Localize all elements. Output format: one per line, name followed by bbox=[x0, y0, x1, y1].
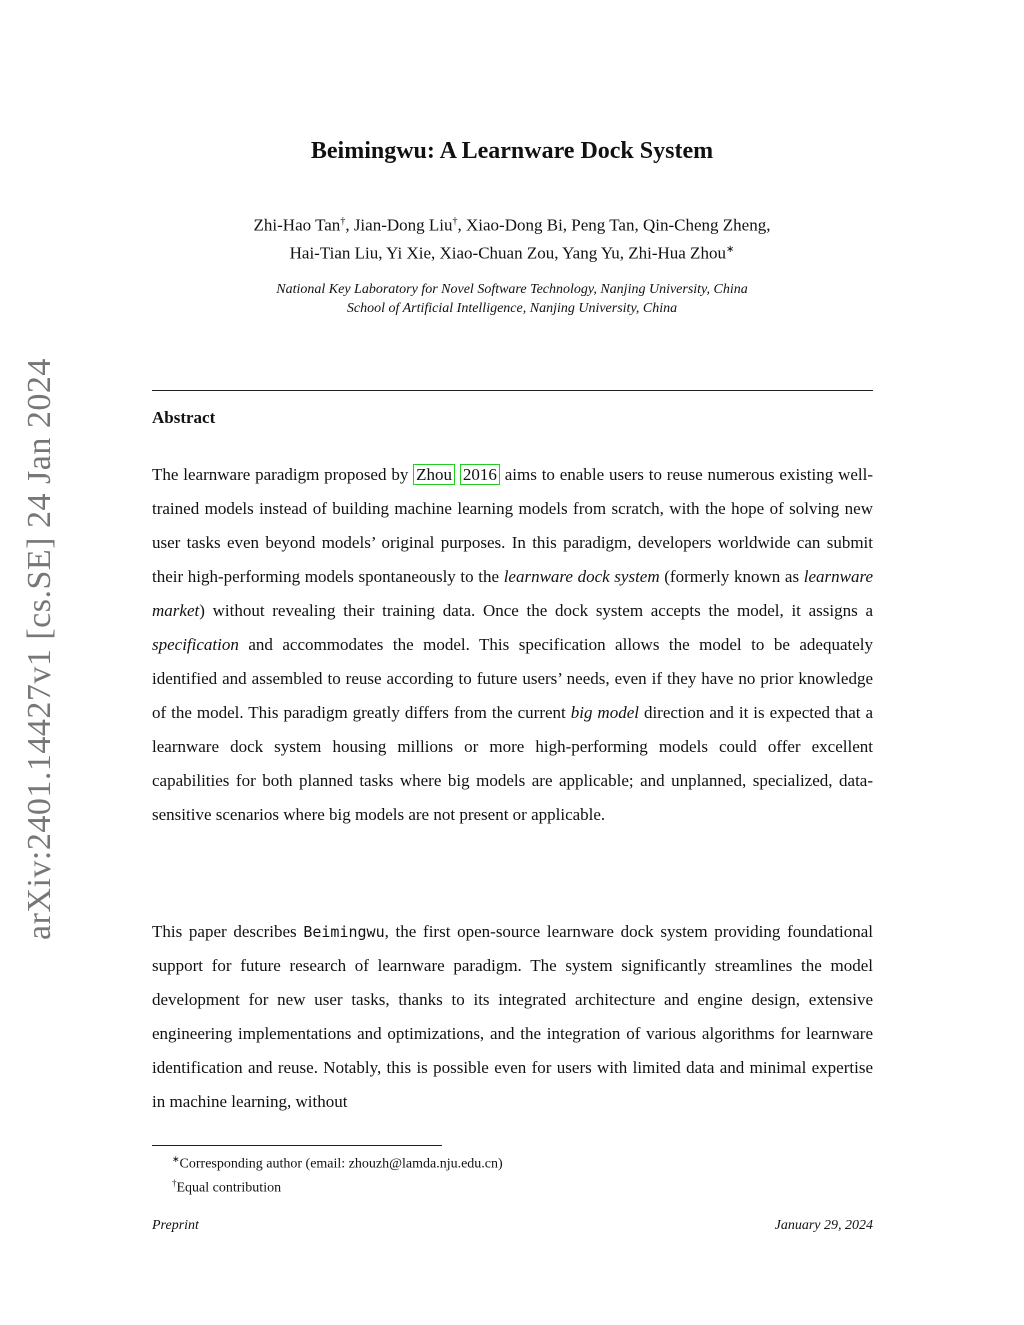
text-run: The learnware paradigm proposed by bbox=[152, 465, 414, 484]
abstract-rule bbox=[152, 390, 873, 391]
emphasis: learnware market bbox=[152, 567, 873, 620]
emphasis: learnware dock system bbox=[503, 567, 660, 586]
author-names: Hai-Tian Liu, Yi Xie, Xiao-Chuan Zou, Yang Yu, Zhi-Hua Zhou bbox=[289, 243, 726, 263]
text-run: ) without revealing their training data. Once the dock system accepts the model, it assigns a bbox=[199, 601, 873, 620]
citation-year-link[interactable]: 2016 bbox=[460, 464, 500, 485]
text-run: , the first open-source learnware dock system providing foundational support for future research of learnware paradigm. The system significantly streamlines the model development for new user tasks, thanks to its integrated architecture and engine design, extensive engineering implementations and optimizations, and the integration of various algorithms for learnware identification and reuse. Notably, this is possible even for users with limited data and minimal expertise in machine learning, without bbox=[152, 922, 873, 1111]
footer-date: January 29, 2024 bbox=[774, 1218, 873, 1233]
emphasis: specification bbox=[152, 635, 239, 654]
footnote-mark: † bbox=[172, 1177, 177, 1188]
system-name: Beimingwu bbox=[303, 923, 385, 941]
author-name: Jian-Dong Liu bbox=[353, 215, 453, 235]
corresponding-mark: ∗ bbox=[725, 243, 735, 255]
author-names: , Xiao-Dong Bi, Peng Tan, Qin-Cheng Zheng, bbox=[457, 215, 771, 235]
text-run: (formerly known as bbox=[659, 567, 804, 586]
text-run: This paper describes bbox=[152, 922, 304, 941]
footnote-text: Equal contribution bbox=[176, 1180, 282, 1196]
author-list bbox=[0, 210, 1024, 265]
equal-contribution-mark: † bbox=[340, 216, 346, 227]
paper-title: Beimingwu: A Learnware Dock System bbox=[310, 138, 714, 164]
arxiv-stamp: arXiv:2401.14427v1 [cs.SE] 24 Jan 2024 bbox=[21, 358, 58, 940]
author-line-1: Zhi-Hao Tan†, Jian-Dong Liu†, Xiao-Dong Bi, Peng Tan, Qin-Cheng Zheng, bbox=[253, 215, 771, 235]
author-line-2 bbox=[0, 238, 1024, 266]
affiliation-line: National Key Laboratory for Novel Software Technology, Nanjing University, China bbox=[276, 282, 748, 297]
footer-preprint: Preprint bbox=[152, 1218, 199, 1233]
citation-author-link[interactable]: Zhou bbox=[413, 464, 455, 485]
footnote-text: Corresponding author (email: zhouzh@lamda.nju.edu.cn) bbox=[179, 1156, 503, 1172]
text-run: aims to enable users to reuse numerous existing well-trained models instead of building machine learning models from scratch, with the hope of solving new user tasks even beyond models’ original purposes. In this paradigm, developers worldwide can submit their high-performing models spontaneously to the bbox=[152, 465, 873, 586]
footnote-equal bbox=[172, 1174, 503, 1198]
footnote-corresponding bbox=[172, 1150, 503, 1174]
equal-contribution-mark: † bbox=[452, 216, 458, 227]
affiliations bbox=[0, 280, 1024, 318]
text-run: and accommodates the model. This specification allows the model to be adequately identified and assembled to reuse according to future users’ needs, even if they have no prior knowledge of the model. This paradigm greatly differs from the current bbox=[152, 635, 873, 722]
abstract-heading: Abstract bbox=[152, 408, 216, 427]
footnote-rule bbox=[152, 1145, 442, 1146]
abstract-paragraph-1 bbox=[152, 458, 873, 832]
footnote-mark: ∗ bbox=[172, 1154, 180, 1164]
abstract-paragraph-2 bbox=[152, 915, 873, 1119]
emphasis: big model bbox=[570, 703, 639, 722]
affiliation-line: School of Artificial Intelligence, Nanjing University, China bbox=[346, 301, 678, 316]
footnotes bbox=[172, 1150, 503, 1197]
text-run: direction and it is expected that a learnware dock system housing millions or more high-performing models could offer excellent capabilities for both planned tasks where big models are applicable; and unplanned, specialized, data-sensitive scenarios where big models are not present or applicable. bbox=[152, 703, 873, 824]
author-name: Zhi-Hao Tan bbox=[253, 215, 341, 235]
